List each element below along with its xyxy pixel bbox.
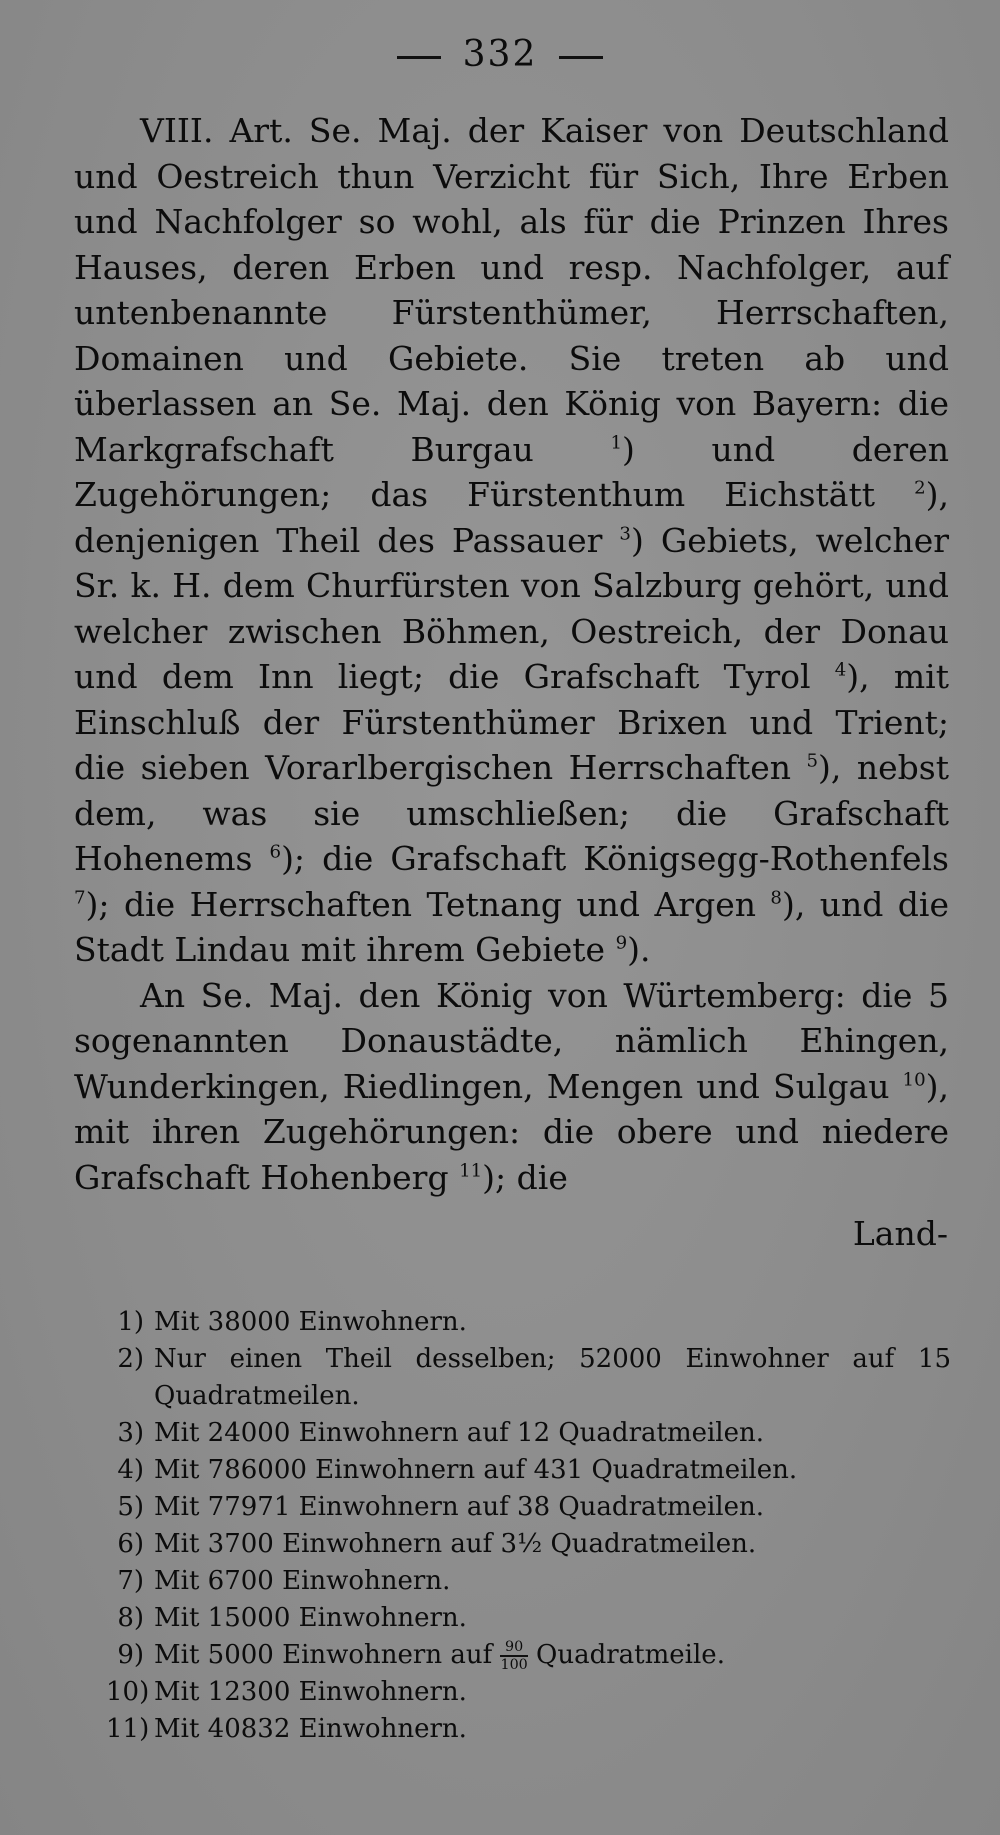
footnote-text: Mit 15000 Einwohnern. [154,1603,467,1633]
header-dash-left [397,56,441,59]
text-run: ), und die Stadt Lindau mit ihrem Gebiete [74,884,949,969]
footnote-item [106,1637,951,1674]
text-run: VIII. Art. Se. Maj. der Kaiser von Deutschland und Oestreich thun Verzicht für Sich, Ihre Erben und Nachfolger so wohl, als für die Prinzen Ihres Hauses, deren Erben und resp. Nachfolger, auf untenbenannte Fürstenthümer, Herrschaften, Domainen und Gebiete. Sie treten ab und überlassen an Se. Maj. den König von Bayern: die Markgrafschaft Burgau [74,111,949,469]
footnote-text: Mit 786000 Einwohnern auf 431 Quadratmeilen. [154,1455,798,1485]
footnote-number: 8) [117,1603,144,1633]
text-run: ) und deren Zugehörungen; das Fürstenthum Eichstätt [74,429,949,514]
footnote-ref: 11 [459,1159,483,1181]
paragraph [74,108,949,973]
footnote-text: Mit 3700 Einwohnern auf 3½ Quadratmeilen. [154,1529,757,1559]
text-run: ), nebst dem, was sie umschließen; die Grafschaft Hohenems [74,748,949,878]
footnote-number: 10) [106,1677,150,1707]
footnote-item [106,1563,951,1600]
footnote-item [106,1526,951,1563]
footnote-item [106,1600,951,1637]
footnotes [106,1304,951,1748]
footnote-number: 7) [117,1566,144,1596]
footnote-item [106,1711,951,1748]
footnote-number: 5) [117,1492,144,1522]
footnote-ref: 4 [834,659,847,681]
footnote-text: Mit 12300 Einwohnern. [154,1677,467,1707]
footnote-text: Nur einen Theil desselben; 52000 Einwohner auf 15 Quadratmeilen. [154,1344,951,1411]
footnote-number: 2) [117,1344,144,1374]
text-run: ) Gebiets, welcher Sr. k. H. dem Churfürsten von Salzburg gehört, und welcher zwischen Böhmen, Oestreich, der Donau und dem Inn liegt; die Grafschaft Tyrol [74,520,949,696]
text-run: ), denjenigen Theil des Passauer [74,475,949,560]
footnote-text: Mit 24000 Einwohnern auf 12 Quadratmeilen. [154,1418,765,1448]
page-number: 332 [462,34,538,75]
fraction: $\frac{90}{100}$ [500,1638,528,1673]
footnote-ref: 8 [770,886,782,908]
footnote-number: 11) [106,1714,150,1744]
footnote-item [106,1304,951,1341]
page-header [0,34,1000,75]
catchword: Land- [852,1214,948,1253]
footnote-number: 3) [117,1418,144,1448]
main-text [74,108,949,1200]
footnote-ref: 2 [914,477,926,499]
footnote-text: Mit 6700 Einwohnern. [154,1566,451,1596]
text-run: ). [627,930,651,969]
footnote-ref: 5 [806,750,819,772]
text-run: ), mit ihren Zugehörungen: die obere und niedere Grafschaft Hohenberg [74,1066,949,1197]
footnote-ref: 1 [610,431,622,453]
footnote-number: 1) [117,1307,144,1337]
footnote-number: 6) [117,1529,144,1559]
text-run: ); die Herrschaften Tetnang und Argen [85,884,771,924]
footnote-ref: 6 [269,841,282,863]
footnote-text: Mit 40832 Einwohnern. [154,1714,467,1744]
paragraph [74,973,949,1201]
footnote-item [106,1489,951,1526]
text-run: An Se. Maj. den König von Würtemberg: die 5 sogenannten Donaustädte, nämlich Ehingen, Wunderkingen, Riedlingen, Mengen und Sulgau [74,975,949,1106]
footnote-item [106,1341,951,1415]
header-dash-right [559,56,603,59]
footnote-number: 9) [117,1640,144,1670]
text-run: ), mit Einschluß der Fürstenthümer Brixen und Trient; die sieben Vorarlbergischen Herrschaften [74,657,949,787]
footnote-ref: 9 [615,932,628,954]
footnote-text: Mit 77971 Einwohnern auf 38 Quadratmeilen. [154,1492,765,1522]
footnote-text: Mit 5000 Einwohnern auf $\frac{90}{100}$ Quadratmeile. [154,1638,725,1673]
text-run: ); die Grafschaft Königsegg-Rothenfels [281,839,949,878]
footnote-ref: 10 [902,1068,926,1090]
footnote-item [106,1415,951,1452]
footnote-ref: 7 [74,886,86,908]
footnote-number: 4) [117,1455,144,1485]
footnote-item [106,1674,951,1711]
footnote-text: Mit 38000 Einwohnern. [154,1307,467,1337]
footnote-ref: 3 [619,522,631,544]
footnote-item [106,1452,951,1489]
text-run: ); die [482,1157,568,1197]
